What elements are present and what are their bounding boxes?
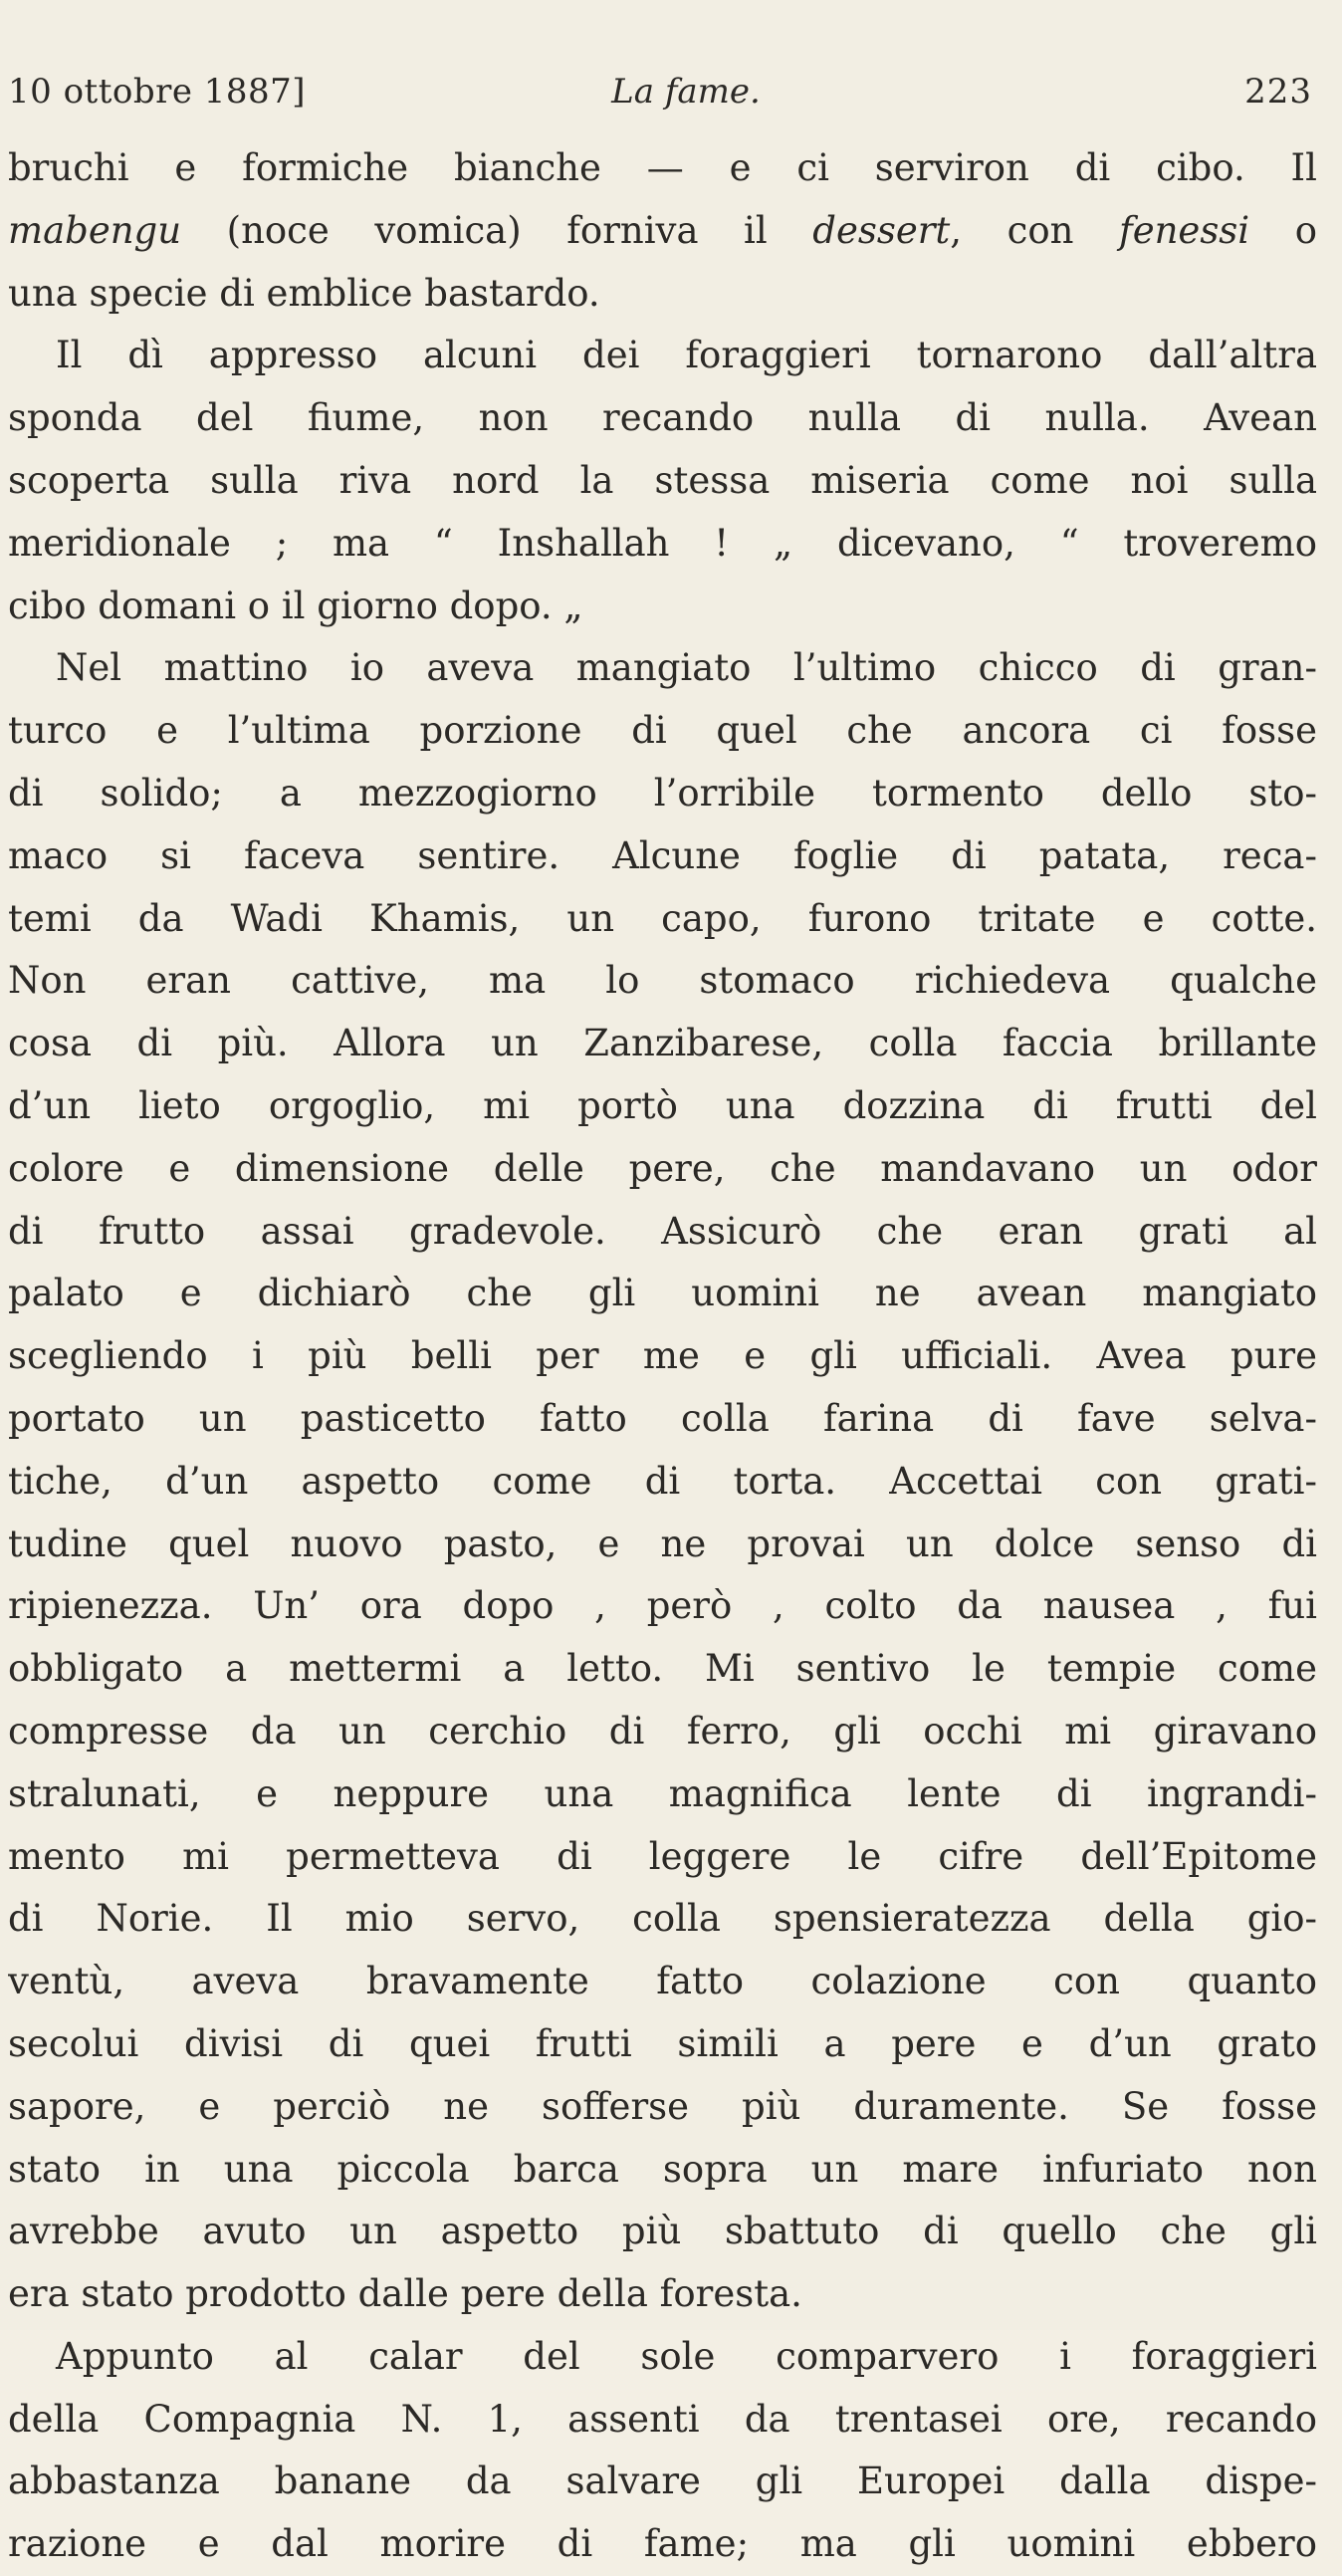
text-line: una specie di emblice bastardo. [8, 271, 600, 315]
text-line: abbastanza banane da salvare gli Europei dalla dispe- [8, 2459, 1317, 2503]
text-line: stralunati, e neppure una magnifica lente di ingrandi- [8, 1771, 1317, 1815]
text-line: della Compagnia N. 1, assenti da trentasei ore, recando [8, 2397, 1317, 2441]
text-line: maco si faceva sentire. Alcune foglie di patata, reca- [8, 833, 1317, 877]
text-line: d’un lieto orgoglio, mi portò una dozzina di frutti del [8, 1083, 1317, 1127]
text-line: meridionale ; ma “ Inshallah ! „ dicevano, “ troveremo [8, 521, 1317, 565]
text-line: razione e dal morire di fame; ma gli uomini ebbero [8, 2522, 1317, 2566]
page-number: 223 [1244, 72, 1312, 112]
text-line: colore e dimensione delle pere, che mandavano un odor [8, 1146, 1317, 1190]
text-line: tudine quel nuovo pasto, e ne provai un dolce senso di [8, 1522, 1317, 1565]
text-line: mento mi permetteva di leggere le cifre dell’Epitome [8, 1834, 1317, 1878]
text-line: secolui divisi di quei frutti simili a pere e d’un grato [8, 2021, 1317, 2065]
text-line: bruchi e formiche bianche — e ci serviron di cibo. Il [8, 146, 1317, 189]
text-line: obbligato a mettermi a letto. Mi sentivo le tempie come [8, 1647, 1317, 1691]
text-line: Il dì appresso alcuni dei foraggieri tornarono dall’altra [56, 334, 1317, 377]
text-line: di solido; a mezzogiorno l’orribile tormento dello sto- [8, 771, 1317, 815]
text-line: temi da Wadi Khamis, un capo, furono tritate e cotte. [8, 896, 1317, 940]
text-line: scegliendo i più belli per me e gli ufficiali. Avea pure [8, 1334, 1317, 1378]
text-line: di Norie. Il mio servo, colla spensieratezza della gio- [8, 1897, 1317, 1941]
text-line: ripienezza. Un’ ora dopo , però , colto da nausea , fui [8, 1584, 1317, 1628]
text-line: portato un pasticetto fatto colla farina di fave selva- [8, 1396, 1317, 1440]
text-line: turco e l’ultima porzione di quel che ancora ci fosse [8, 709, 1317, 753]
running-head-chapter-title: La fame. [611, 72, 761, 112]
text-line: mabengu (noce vomica) forniva il dessert, con fenessi o [8, 208, 1317, 252]
text-line: cosa di più. Allora un Zanzibarese, colla faccia brillante [8, 1022, 1317, 1065]
text-line: Appunto al calar del sole comparvero i foraggieri [56, 2334, 1317, 2378]
text-line: Nel mattino io aveva mangiato l’ultimo chicco di gran- [56, 646, 1317, 690]
text-line: Non eran cattive, ma lo stomaco richiedeva qualche [8, 959, 1317, 1003]
text-line: tiche, d’un aspetto come di torta. Accettai con grati- [8, 1459, 1317, 1503]
text-line: avrebbe avuto un aspetto più sbattuto di quello che gli [8, 2210, 1317, 2253]
text-line: di frutto assai gradevole. Assicurò che eran grati al [8, 1209, 1317, 1253]
text-line: cibo domani o il giorno dopo. „ [8, 584, 583, 627]
text-line: era stato prodotto dalle pere della foresta. [8, 2272, 802, 2316]
running-head-date: 10 ottobre 1887] [8, 72, 307, 112]
text-line: stato in una piccola barca sopra un mare infuriato non [8, 2147, 1317, 2191]
text-line: ventù, aveva bravamente fatto colazione con quanto [8, 1960, 1317, 2003]
text-line: compresse da un cerchio di ferro, gli occhi mi giravano [8, 1709, 1317, 1753]
text-line: palato e dichiarò che gli uomini ne avean mangiato [8, 1272, 1317, 1315]
text-line: sponda del fiume, non recando nulla di nulla. Avean [8, 396, 1317, 440]
text-line: scoperta sulla riva nord la stessa miseria come noi sulla [8, 458, 1317, 502]
running-head [0, 62, 1342, 121]
text-line: sapore, e perciò ne sofferse più duramente. Se fosse [8, 2084, 1317, 2128]
body-text [8, 137, 1317, 2576]
